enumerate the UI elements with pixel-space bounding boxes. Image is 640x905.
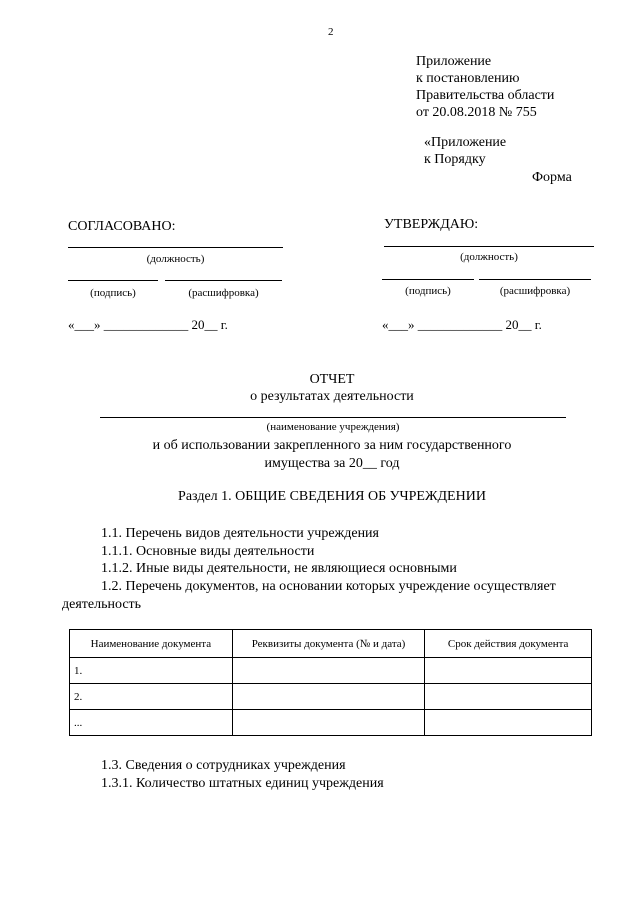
approve-position-line xyxy=(384,246,594,247)
attachment-order-line: к Порядку xyxy=(424,152,486,167)
attachment-line: Правительства области xyxy=(416,88,555,103)
report-line-4: имущества за 20__ год xyxy=(264,456,400,471)
agreed-signature-line xyxy=(68,280,158,281)
table-cell xyxy=(232,684,425,710)
agreed-position-line xyxy=(68,247,283,248)
item-1-2: 1.2. Перечень документов, на основании которых учреждение осуществляет xyxy=(101,579,556,594)
agreed-position-caption: (должность) xyxy=(146,253,205,265)
table-cell: 1. xyxy=(70,658,233,684)
table-row xyxy=(70,684,592,710)
table-row xyxy=(70,658,592,684)
approve-date-line: «___» _____________ 20__ г. xyxy=(382,317,542,332)
item-1-1: 1.1. Перечень видов деятельности учреждения xyxy=(101,526,379,541)
attachment-line: к постановлению xyxy=(416,71,520,86)
attachment-line: от 20.08.2018 № 755 xyxy=(416,105,537,120)
page-number: 2 xyxy=(328,26,334,38)
attachment-order-line: «Приложение xyxy=(424,135,507,150)
report-line-3: и об использовании закрепленного за ним государственного xyxy=(152,438,512,453)
table-header-cell: Реквизиты документа (№ и дата) xyxy=(232,630,425,658)
report-title: ОТЧЕТ xyxy=(309,372,355,387)
institution-caption: (наименование учреждения) xyxy=(266,421,400,433)
approve-signature-line xyxy=(382,279,474,280)
table-cell: 2. xyxy=(70,684,233,710)
attachment-line: Приложение xyxy=(416,54,492,69)
documents-table xyxy=(69,629,592,736)
item-1-3: 1.3. Сведения о сотрудниках учреждения xyxy=(101,758,346,773)
approve-position-caption: (должность) xyxy=(460,251,518,263)
table-cell xyxy=(232,710,425,736)
agreed-signature-caption: (подпись) xyxy=(90,287,136,299)
approve-heading: УТВЕРЖДАЮ: xyxy=(384,217,479,232)
item-1-3-1: 1.3.1. Количество штатных единиц учреждения xyxy=(101,776,384,791)
table-cell xyxy=(425,658,592,684)
table-cell xyxy=(425,710,592,736)
table-header-cell: Срок действия документа xyxy=(425,630,592,658)
agreed-decoding-line xyxy=(165,280,282,281)
table-header-row xyxy=(70,630,592,658)
table-header-cell: Наименование документа xyxy=(70,630,233,658)
agreed-heading: СОГЛАСОВАНО: xyxy=(68,219,176,234)
item-1-1-2: 1.1.2. Иные виды деятельности, не являющиеся основными xyxy=(101,561,457,576)
table-cell xyxy=(232,658,425,684)
approve-decoding-line xyxy=(479,279,591,280)
agreed-decoding-caption: (расшифровка) xyxy=(188,287,259,299)
attachment-block xyxy=(416,53,554,121)
report-subtitle: о результатах деятельности xyxy=(250,389,414,404)
approve-signature-caption: (подпись) xyxy=(405,285,451,297)
table-row xyxy=(70,710,592,736)
item-1-2-continuation: деятельность xyxy=(62,597,142,612)
table-cell: ... xyxy=(70,710,233,736)
section-1-title: Раздел 1. ОБЩИЕ СВЕДЕНИЯ ОБ УЧРЕЖДЕНИИ xyxy=(178,489,486,504)
institution-line xyxy=(100,417,566,418)
attachment-order-block xyxy=(424,134,506,168)
approve-decoding-caption: (расшифровка) xyxy=(499,285,571,297)
form-label: Форма xyxy=(532,170,572,185)
table-cell xyxy=(425,684,592,710)
item-1-1-1: 1.1.1. Основные виды деятельности xyxy=(101,544,315,559)
agreed-date-line: «___» _____________ 20__ г. xyxy=(68,317,228,332)
